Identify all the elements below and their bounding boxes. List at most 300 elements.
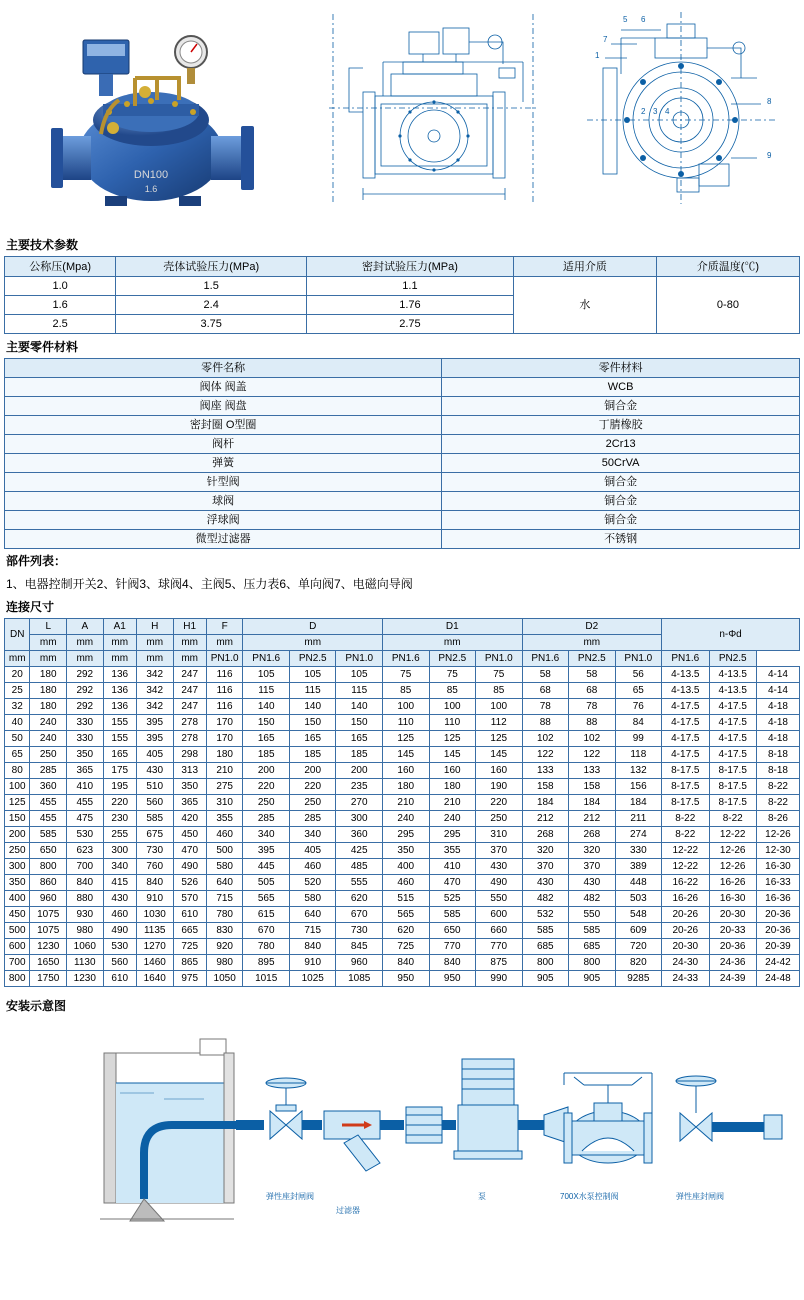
cell-dim: 395 [136,715,173,731]
cell-dim: 270 [336,795,383,811]
cell-dim: 115 [243,683,290,699]
cell-dim: 140 [243,699,290,715]
cell-dim: 600 [476,907,523,923]
photo-body-subtext: 1.6 [144,184,158,194]
table-header-row-pn [5,651,800,667]
svg-text:4: 4 [665,107,670,116]
cell-dim: 1025 [289,971,336,987]
cell-dim: 389 [615,859,662,875]
cell-dim: 180 [30,667,67,683]
cell-dim: 105 [243,667,290,683]
cell-dim: 585 [429,907,476,923]
cell-dn: 65 [5,747,30,763]
cell-dim: 1230 [67,971,104,987]
cell-part-material: 50CrVA [442,454,800,473]
cell-dim: 210 [206,763,243,779]
cell-dn: 25 [5,683,30,699]
cell-dim: 85 [382,683,429,699]
cell-dim: 20-36 [709,939,756,955]
table-row [5,747,800,763]
cell-dim: 520 [289,875,336,891]
cell-dim: 165 [243,731,290,747]
cell-dim: 155 [103,715,136,731]
cell-dim: 210 [429,795,476,811]
product-photo [4,8,304,223]
cell-dim: 730 [136,843,173,859]
cell-dim: 112 [476,715,523,731]
cell-dim: 184 [569,795,616,811]
cell-dn: 800 [5,971,30,987]
cell-dim: 4-18 [756,715,799,731]
table-row [5,795,800,811]
cell-medium: 水 [513,277,656,334]
th-h1: H1 [173,619,206,635]
install-label-3: 泵 [478,1192,486,1201]
cell-dim: 8-22 [662,811,709,827]
table-row [5,923,800,939]
parts-list-text: 1、电器控制开关2、针阀3、球阀4、主阀5、压力表6、单向阀7、电磁向导阀 [6,577,413,591]
cell-dim: 268 [522,827,569,843]
th-sub-unit: PN2.5 [289,651,336,667]
cell-dim: 145 [429,747,476,763]
cell-dn: 100 [5,779,30,795]
th-sub-unit: PN1.6 [382,651,429,667]
install-diagram [4,1017,800,1273]
cell-dim: 526 [173,875,206,891]
cell-dim: 990 [476,971,523,987]
table-row [5,955,800,971]
cell-dim: 365 [173,795,206,811]
cell-dn: 600 [5,939,30,955]
cell-dim: 240 [30,715,67,731]
cell-dim: 395 [243,843,290,859]
cell-dim: 530 [67,827,104,843]
cell-dim: 330 [67,715,104,731]
cell-dim: 490 [476,875,523,891]
th-a: A [67,619,104,635]
cell-dim: 278 [173,715,206,731]
cell-pn: 2.5 [5,315,116,334]
cell-dim: 700 [67,859,104,875]
cell-dim: 8-17.5 [662,779,709,795]
cell-dim: 16-30 [709,891,756,907]
cell-dim: 116 [206,667,243,683]
cell-dim: 185 [243,747,290,763]
th-sub-unit: mm [173,651,206,667]
cell-dim: 85 [476,683,523,699]
cell-dim: 8-22 [756,795,799,811]
table-row [5,763,800,779]
th-unit: mm [206,635,243,651]
th-part-name: 零件名称 [5,359,442,378]
cell-dim: 430 [476,859,523,875]
cell-dim: 240 [429,811,476,827]
cell-shell: 3.75 [116,315,307,334]
cell-dim: 510 [136,779,173,795]
cell-dim: 430 [103,891,136,907]
cell-dim: 580 [289,891,336,907]
cell-dim: 247 [173,683,206,699]
cell-dim: 220 [476,795,523,811]
cell-dim: 350 [67,747,104,763]
cell-dim: 9285 [615,971,662,987]
cell-dim: 165 [289,731,336,747]
cell-dim: 125 [476,731,523,747]
cell-dim: 250 [243,795,290,811]
cell-dim: 405 [136,747,173,763]
cell-dim: 115 [336,683,383,699]
cell-dim: 20-33 [709,923,756,939]
cell-dim: 340 [243,827,290,843]
cell-part-material: 铜合金 [442,511,800,530]
svg-text:9: 9 [767,151,772,160]
th-unit-d: mm [243,635,383,651]
cell-dn: 32 [5,699,30,715]
cell-dim: 212 [522,811,569,827]
cell-dim: 355 [429,843,476,859]
cell-dim: 780 [206,907,243,923]
cell-dim: 370 [476,843,523,859]
cell-dim: 350 [382,843,429,859]
cell-dim: 395 [136,731,173,747]
install-label-2: 过滤器 [336,1206,360,1215]
cell-dim: 515 [382,891,429,907]
table-row [5,492,800,511]
cell-dim: 470 [173,843,206,859]
cell-dim: 1130 [67,955,104,971]
cell-dim: 160 [429,763,476,779]
cell-shell: 1.5 [116,277,307,296]
cell-dn: 200 [5,827,30,843]
cell-dim: 615 [243,907,290,923]
cell-dim: 355 [206,811,243,827]
cell-dim: 4-17.5 [662,699,709,715]
cell-dim: 320 [522,843,569,859]
cell-dim: 78 [522,699,569,715]
cell-dim: 845 [336,939,383,955]
cell-dim: 8-17.5 [709,763,756,779]
cell-dim: 770 [476,939,523,955]
cell-dim: 285 [243,811,290,827]
cell-dim: 8-22 [756,779,799,795]
cell-dim: 4-14 [756,667,799,683]
cell-dim: 445 [243,859,290,875]
cell-dim: 8-17.5 [662,795,709,811]
cell-part-material: 不锈钢 [442,530,800,549]
cell-seal: 1.76 [307,296,514,315]
cell-dim: 65 [615,683,662,699]
cell-dim: 585 [30,827,67,843]
cell-dim: 4-17.5 [709,715,756,731]
th-unit: mm [136,635,173,651]
th-sub-unit: mm [67,651,104,667]
cell-dim: 1135 [136,923,173,939]
cell-dim: 340 [103,859,136,875]
cell-dim: 800 [522,955,569,971]
cell-dim: 370 [569,859,616,875]
th-sub-unit: PN1.6 [662,651,709,667]
cell-dim: 180 [206,747,243,763]
table-row [5,416,800,435]
cell-dim: 370 [522,859,569,875]
cell-dim: 145 [476,747,523,763]
cell-dim: 565 [243,891,290,907]
cell-dim: 100 [382,699,429,715]
cell-dim: 320 [569,843,616,859]
cell-dim: 960 [30,891,67,907]
cell-dim: 460 [382,875,429,891]
cell-dim: 1030 [136,907,173,923]
cell-dim: 20-36 [756,907,799,923]
cell-dim: 550 [569,907,616,923]
th-seal-test: 密封试验压力(MPa) [307,257,514,277]
cell-dim: 136 [103,699,136,715]
cell-dim: 585 [522,923,569,939]
cell-dim: 20-30 [709,907,756,923]
table-row [5,378,800,397]
cell-dim: 360 [30,779,67,795]
th-f: F [206,619,243,635]
cell-dim: 200 [336,763,383,779]
cell-dim: 460 [103,907,136,923]
cell-dim: 8-18 [756,747,799,763]
cell-dim: 133 [522,763,569,779]
cell-dim: 184 [615,795,662,811]
cell-dim: 295 [429,827,476,843]
cell-dim: 685 [522,939,569,955]
table-row [5,277,800,296]
cell-dim: 160 [476,763,523,779]
cell-dim: 350 [173,779,206,795]
cell-dim: 313 [173,763,206,779]
cell-dim: 102 [522,731,569,747]
cell-dim: 278 [173,731,206,747]
cell-dim: 8-18 [756,763,799,779]
cell-dim: 310 [206,795,243,811]
cell-dim: 715 [289,923,336,939]
cell-dim: 16-22 [662,875,709,891]
cell-dim: 125 [382,731,429,747]
cell-dim: 105 [336,667,383,683]
cell-dim: 665 [173,923,206,939]
cell-dim: 980 [206,955,243,971]
svg-text:3: 3 [653,107,658,116]
cell-dim: 4-17.5 [662,715,709,731]
th-unit-d1: mm [382,635,522,651]
side-view-drawing [581,8,781,208]
svg-text:1: 1 [595,51,600,60]
cell-dim: 342 [136,667,173,683]
cell-dn: 40 [5,715,30,731]
cell-dim: 670 [336,907,383,923]
th-temperature: 介质温度(℃) [656,257,799,277]
cell-dn: 300 [5,859,30,875]
cell-dim: 895 [243,955,290,971]
cell-part-name: 弹簧 [5,454,442,473]
cell-dim: 300 [103,843,136,859]
cell-dim: 500 [206,843,243,859]
cell-dim: 116 [206,683,243,699]
cell-dim: 170 [206,731,243,747]
cell-dim: 4-17.5 [662,731,709,747]
cell-dim: 420 [173,811,206,827]
cell-dim: 24-33 [662,971,709,987]
cell-part-name: 球阀 [5,492,442,511]
cell-dim: 620 [382,923,429,939]
cell-dim: 24-48 [756,971,799,987]
table-row [5,530,800,549]
cell-dim: 340 [289,827,336,843]
cell-dim: 285 [30,763,67,779]
cell-dim: 122 [522,747,569,763]
cell-dim: 24-39 [709,971,756,987]
cell-part-name: 阀座 阀盘 [5,397,442,416]
cell-dn: 20 [5,667,30,683]
install-title: 安装示意图 [6,999,67,1013]
cell-part-material: 铜合金 [442,473,800,492]
cell-dim: 20-26 [662,907,709,923]
cell-dn: 150 [5,811,30,827]
table-row [5,511,800,530]
th-sub-unit: PN1.6 [243,651,290,667]
table-row [5,715,800,731]
th-sub-unit: PN2.5 [429,651,476,667]
table-header-row [5,359,800,378]
cell-dim: 455 [67,795,104,811]
th-unit: mm [30,635,67,651]
cell-dim: 68 [522,683,569,699]
cell-dim: 184 [522,795,569,811]
cell-dim: 8-22 [662,827,709,843]
cell-dim: 210 [382,795,429,811]
cell-dn: 700 [5,955,30,971]
cell-dim: 140 [336,699,383,715]
cell-dim: 800 [569,955,616,971]
cell-dim: 150 [289,715,336,731]
cell-dim: 76 [615,699,662,715]
cell-dim: 4-17.5 [709,747,756,763]
cell-dim: 175 [103,763,136,779]
cell-dim: 550 [476,891,523,907]
th-sub-unit: PN1.0 [336,651,383,667]
cell-dim: 780 [243,939,290,955]
cell-dim: 460 [206,827,243,843]
material-title: 主要零件材料 [6,340,79,354]
cell-dim: 455 [30,811,67,827]
cell-dim: 1015 [243,971,290,987]
cell-dim: 4-13.5 [709,683,756,699]
cell-dim: 455 [30,795,67,811]
cell-dim: 250 [30,747,67,763]
th-sub-unit: PN2.5 [709,651,756,667]
tech-params-title: 主要技术参数 [6,238,79,252]
cell-dim: 185 [289,747,336,763]
cell-dim: 105 [289,667,336,683]
cell-dim: 85 [429,683,476,699]
cell-dim: 905 [569,971,616,987]
cell-dim: 110 [429,715,476,731]
th-part-material: 零件材料 [442,359,800,378]
cell-dim: 640 [289,907,336,923]
cell-dim: 330 [67,731,104,747]
svg-text:7: 7 [603,35,608,44]
cell-dim: 268 [569,827,616,843]
cell-dim: 220 [289,779,336,795]
cell-shell: 2.4 [116,296,307,315]
cell-part-name: 微型过滤器 [5,530,442,549]
cell-dim: 425 [336,843,383,859]
cell-dim: 1085 [336,971,383,987]
cell-dim: 75 [429,667,476,683]
table-row [5,859,800,875]
cell-dim: 300 [336,811,383,827]
cell-dim: 820 [615,955,662,971]
cell-dim: 200 [289,763,336,779]
cell-dim: 1460 [136,955,173,971]
cell-dim: 840 [289,939,336,955]
cell-dim: 78 [569,699,616,715]
table-row [5,971,800,987]
cell-dim: 660 [476,923,523,939]
cell-dim: 185 [336,747,383,763]
th-sub-unit: mm [103,651,136,667]
cell-dim: 200 [243,763,290,779]
cell-dim: 760 [136,859,173,875]
cell-dim: 410 [429,859,476,875]
cell-dn: 50 [5,731,30,747]
front-view-drawing [323,8,543,208]
cell-dim: 20-39 [756,939,799,955]
cell-part-name: 针型阀 [5,473,442,492]
th-unit: mm [67,635,104,651]
cell-dim: 99 [615,731,662,747]
install-label-4: 700X水泵控制阀 [560,1192,619,1201]
cell-dim: 160 [382,763,429,779]
cell-dim: 211 [615,811,662,827]
cell-dim: 247 [173,667,206,683]
cell-dim: 56 [615,667,662,683]
install-label-1: 弹性座封闸阀 [266,1192,314,1201]
cell-dim: 840 [136,875,173,891]
cell-dim: 136 [103,683,136,699]
cell-dim: 450 [173,827,206,843]
cell-dim: 840 [382,955,429,971]
cell-dim: 240 [30,731,67,747]
cell-dim: 770 [429,939,476,955]
cell-dim: 1270 [136,939,173,955]
table-row [5,731,800,747]
cell-dim: 830 [206,923,243,939]
th-medium: 适用介质 [513,257,656,277]
cell-dim: 623 [67,843,104,859]
cell-dim: 730 [336,923,383,939]
cell-dim: 180 [30,699,67,715]
cell-dim: 12-26 [709,859,756,875]
cell-dim: 610 [173,907,206,923]
th-a1: A1 [103,619,136,635]
cell-dim: 75 [476,667,523,683]
cell-dim: 8-17.5 [709,795,756,811]
cell-dim: 158 [569,779,616,795]
photo-body-text: DN100 [133,169,169,181]
cell-dn: 400 [5,891,30,907]
cell-dim: 12-22 [662,843,709,859]
cell-dim: 4-13.5 [662,683,709,699]
cell-dim: 4-13.5 [709,667,756,683]
cell-dim: 610 [103,971,136,987]
cell-dim: 133 [569,763,616,779]
cell-dim: 310 [476,827,523,843]
